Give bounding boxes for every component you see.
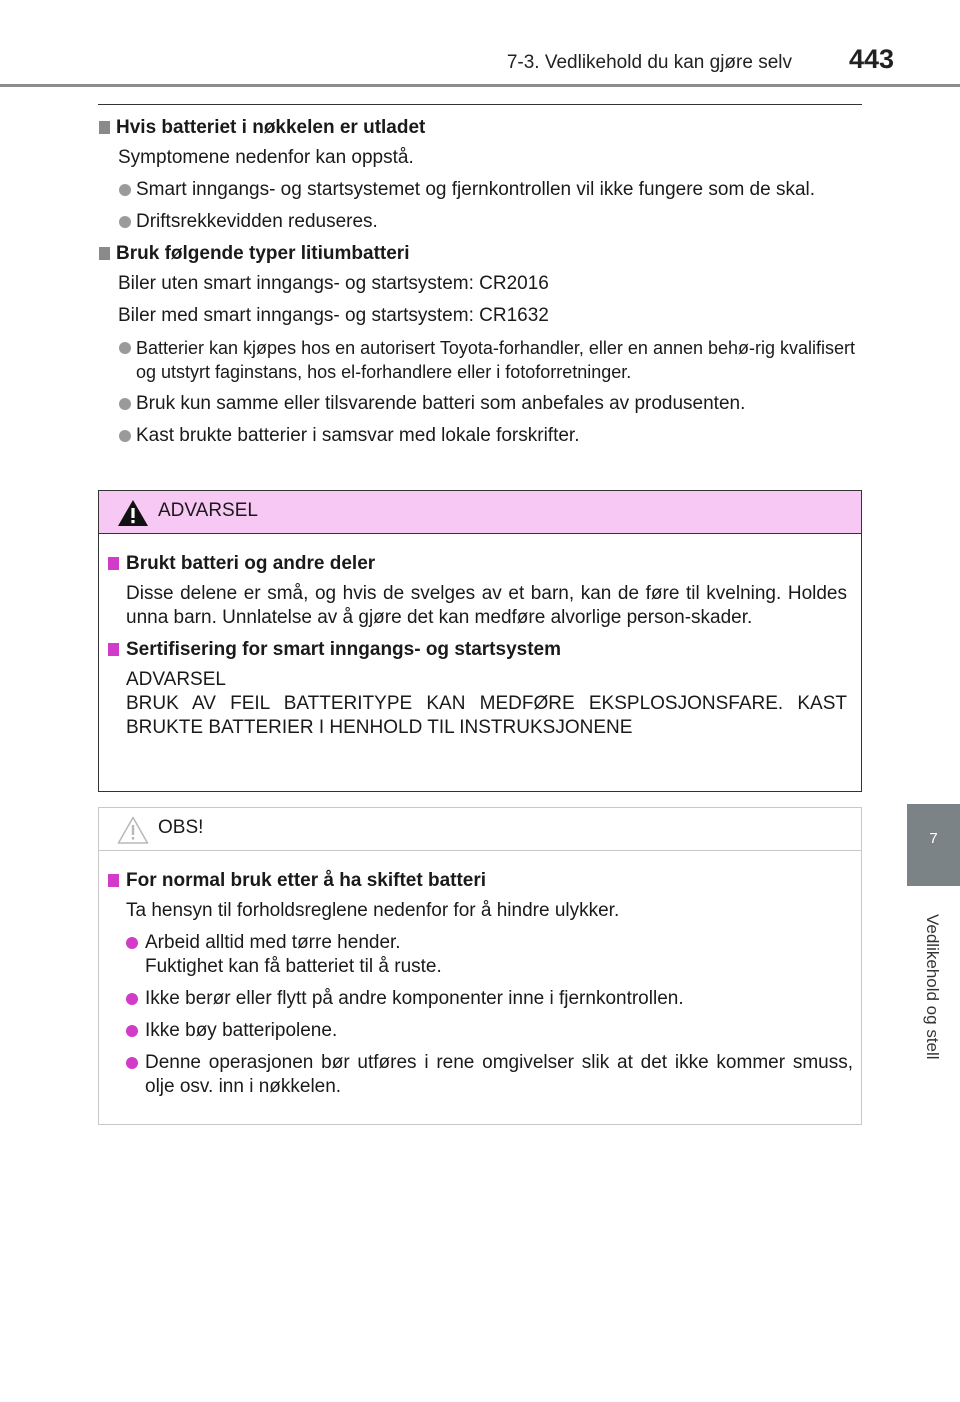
section-heading: For normal bruk etter å ha skiftet batteri: [99, 869, 861, 893]
round-bullet-icon: [126, 993, 138, 1005]
header-rule: [0, 84, 960, 87]
list-item: Bruk kun samme eller tilsvarende batteri som anbefales av produsenten.: [98, 392, 862, 416]
round-bullet-icon: [119, 216, 131, 228]
caution-box-title: OBS!: [158, 817, 204, 838]
round-bullet-icon: [119, 342, 131, 354]
caution-triangle-icon: [117, 816, 149, 844]
list-item: Kast brukte batterier i samsvar med lokale forskrifter.: [98, 424, 862, 448]
round-bullet-icon: [119, 398, 131, 410]
page-number: 443: [848, 44, 894, 74]
paragraph: BRUK AV FEIL BATTERITYPE KAN MEDFØRE EKSPLOSJONSFARE. KAST BRUKTE BATTERIER I HENHOLD TIL INSTRUKSJONENE: [126, 693, 847, 738]
round-bullet-icon: [126, 937, 138, 949]
square-bullet-icon: [99, 121, 110, 134]
list-item: Ikke bøy batteripolene.: [99, 1019, 861, 1043]
caution-box: [98, 807, 862, 1125]
chapter-tab: [907, 804, 960, 886]
warning-triangle-icon: [117, 499, 149, 527]
section-heading: Brukt batteri og andre deler: [99, 552, 861, 576]
paragraph: Biler med smart inngangs- og startsystem: CR1632: [118, 305, 549, 326]
chapter-label-text: Vedlikehold og stell: [923, 914, 942, 1060]
main-content: [98, 116, 862, 456]
warning-box-body: [99, 534, 861, 740]
paragraph: Ta hensyn til forholdsreglene nedenfor for å hindre ulykker.: [126, 900, 620, 921]
section-heading: Bruk følgende typer litiumbatteri: [98, 242, 862, 266]
paragraph: Symptomene nedenfor kan oppstå.: [118, 147, 414, 168]
content-top-rule: [98, 104, 862, 105]
square-bullet-icon: [108, 643, 119, 656]
round-bullet-icon: [119, 184, 131, 196]
list-item: Batterier kan kjøpes hos en autorisert Toyota-forhandler, eller en annen behø-rig kvalifisert og utstyrt faginstans, hos el-forhandlere eller i fotoforretninger.: [98, 336, 862, 384]
warning-box: [98, 490, 862, 792]
chapter-label: [912, 897, 952, 1077]
round-bullet-icon: [119, 430, 131, 442]
list-item: Denne operasjonen bør utføres i rene omgivelser slik at det ikke kommer smuss, olje osv. inn i nøkkelen.: [99, 1051, 861, 1099]
square-bullet-icon: [99, 247, 110, 260]
square-bullet-icon: [108, 557, 119, 570]
caution-box-header: [99, 808, 861, 851]
square-bullet-icon: [108, 874, 119, 887]
paragraph: Biler uten smart inngangs- og startsystem: CR2016: [118, 273, 549, 294]
round-bullet-icon: [126, 1057, 138, 1069]
list-item: Smart inngangs- og startsystemet og fjernkontrollen vil ikke fungere som de skal.: [98, 178, 862, 202]
list-item: Arbeid alltid med tørre hender. Fuktighet kan få batteriet til å ruste.: [99, 931, 861, 979]
paragraph: Disse delene er små, og hvis de svelges av et barn, kan de føre til kvelning. Holdes unna barn. Unnlatelse av å gjøre det kan medføre alvorlige person-skader.: [126, 583, 847, 628]
round-bullet-icon: [126, 1025, 138, 1037]
warning-box-header: [99, 491, 861, 534]
list-item: Driftsrekkevidden reduseres.: [98, 210, 862, 234]
running-header-title: 7-3. Vedlikehold du kan gjøre selv: [506, 52, 792, 73]
list-item: Ikke berør eller flytt på andre komponenter inne i fjernkontrollen.: [99, 987, 861, 1011]
warning-box-title: ADVARSEL: [158, 500, 258, 521]
section-heading: Hvis batteriet i nøkkelen er utladet: [98, 116, 862, 140]
section-heading: Sertifisering for smart inngangs- og startsystem: [99, 638, 861, 662]
caution-box-body: [99, 851, 861, 1099]
paragraph: ADVARSEL: [126, 669, 226, 690]
chapter-number: 7: [929, 830, 938, 847]
